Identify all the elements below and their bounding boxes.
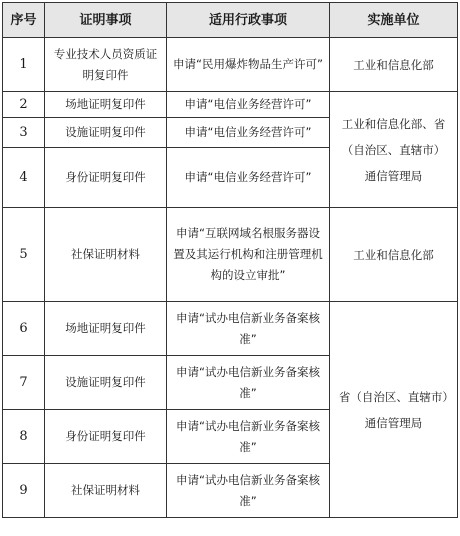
- certification-item: 社保证明材料: [45, 208, 167, 302]
- certification-item: 场地证明复印件: [45, 302, 167, 356]
- document-page: [2, 2, 458, 518]
- administrative-matter: 申请“试办电信新业务备案核准”: [167, 464, 330, 518]
- table-row: [3, 208, 458, 302]
- administrative-matter: 申请“电信业务经营许可”: [167, 118, 330, 148]
- administrative-matter: 申请“互联网域名根服务器设置及其运行机构和注册管理机构的设立审批”: [167, 208, 330, 302]
- table-row: [3, 92, 458, 118]
- certification-item: 设施证明复印件: [45, 356, 167, 410]
- table-header-row: [3, 3, 458, 38]
- row-number: 9: [3, 464, 45, 518]
- administrative-matter: 申请“试办电信新业务备案核准”: [167, 410, 330, 464]
- implementing-unit: 工业和信息化部、省（自治区、直辖市）通信管理局: [330, 92, 458, 208]
- table-row: [3, 38, 458, 92]
- row-number: 5: [3, 208, 45, 302]
- certification-item: 身份证明复印件: [45, 410, 167, 464]
- administrative-matter: 申请“民用爆炸物品生产许可”: [167, 38, 330, 92]
- row-number: 4: [3, 148, 45, 208]
- header-implementing-unit: 实施单位: [330, 3, 458, 38]
- row-number: 2: [3, 92, 45, 118]
- row-number: 8: [3, 410, 45, 464]
- row-number: 7: [3, 356, 45, 410]
- implementing-unit: 工业和信息化部: [330, 38, 458, 92]
- row-number: 1: [3, 38, 45, 92]
- certification-item: 场地证明复印件: [45, 92, 167, 118]
- certification-item: 专业技术人员资质证明复印件: [45, 38, 167, 92]
- administrative-matter: 申请“试办电信新业务备案核准”: [167, 302, 330, 356]
- header-certification-item: 证明事项: [45, 3, 167, 38]
- certification-items-table: [2, 2, 458, 518]
- certification-item: 社保证明材料: [45, 464, 167, 518]
- implementing-unit: 省（自治区、直辖市）通信管理局: [330, 302, 458, 518]
- header-index: 序号: [3, 3, 45, 38]
- row-number: 3: [3, 118, 45, 148]
- certification-item: 身份证明复印件: [45, 148, 167, 208]
- header-administrative-matter: 适用行政事项: [167, 3, 330, 38]
- certification-item: 设施证明复印件: [45, 118, 167, 148]
- implementing-unit: 工业和信息化部: [330, 208, 458, 302]
- row-number: 6: [3, 302, 45, 356]
- administrative-matter: 申请“试办电信新业务备案核准”: [167, 356, 330, 410]
- administrative-matter: 申请“电信业务经营许可”: [167, 92, 330, 118]
- table-row: [3, 302, 458, 356]
- administrative-matter: 申请“电信业务经营许可”: [167, 148, 330, 208]
